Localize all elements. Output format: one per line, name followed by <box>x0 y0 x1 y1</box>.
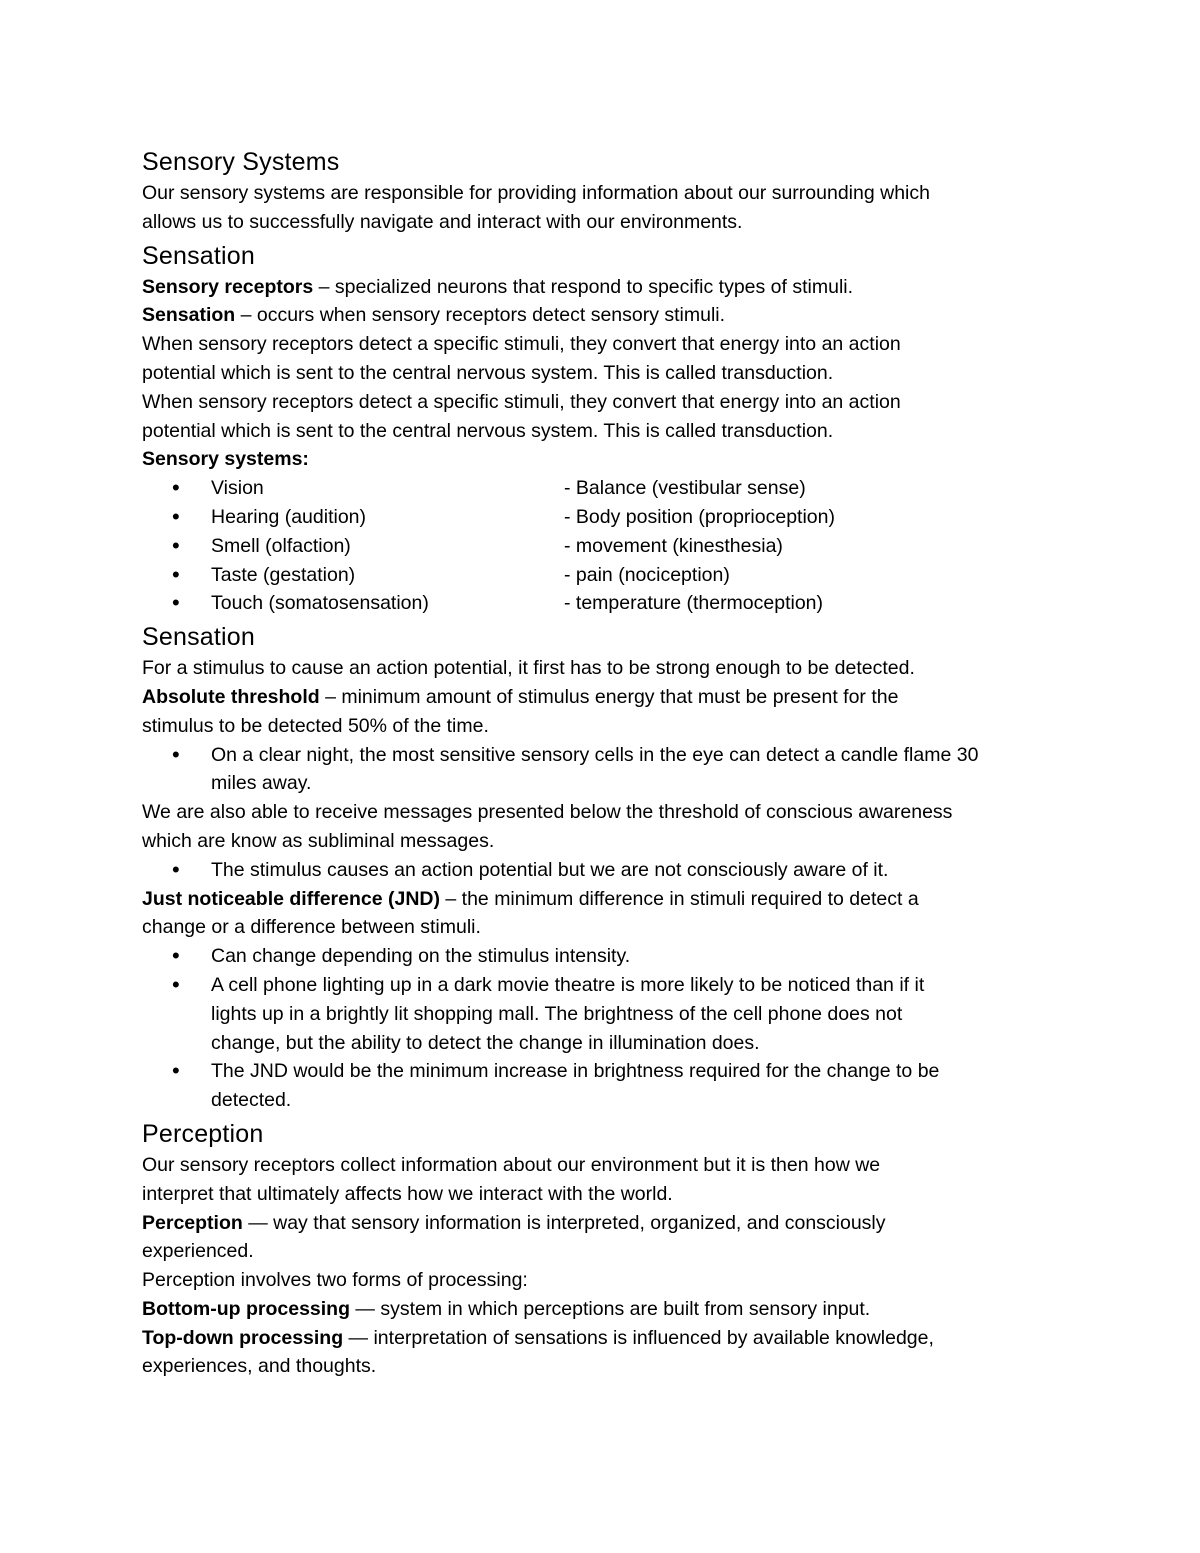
bullet-line: A cell phone lighting up in a dark movie theatre is more likely to be noticed than if it <box>211 973 925 996</box>
list-item <box>142 741 1082 799</box>
list-item <box>142 971 1082 1057</box>
transduction-line-1b: potential which is sent to the central nervous system. This is called transduction. <box>142 361 834 384</box>
definition-top-down <box>142 1324 1082 1353</box>
intro-line-2: allows us to successfully navigate and interact with our environments. <box>142 210 743 233</box>
term-bottom-up: Bottom-up processing <box>142 1297 350 1320</box>
intro-line-1: Our sensory systems are responsible for providing information about our surrounding which <box>142 182 930 204</box>
definition-absolute-threshold-cont: stimulus to be detected 50% of the time. <box>142 714 489 737</box>
def-sensation: – occurs when sensory receptors detect sensory stimuli. <box>235 304 726 327</box>
term-sensation: Sensation <box>142 304 236 327</box>
system-left: • Taste (gestation) <box>211 563 356 586</box>
perception-intro-1: Our sensory receptors collect information about our environment but it is then how we <box>142 1153 881 1176</box>
list-item <box>142 589 1082 618</box>
bullet-line: detected. <box>211 1089 292 1112</box>
system-left: • Touch (somatosensation) <box>211 592 429 615</box>
bullet-line: lights up in a brightly lit shopping mall. The brightness of the cell phone does not <box>211 1002 903 1025</box>
heading-sensation-1: Sensation <box>142 241 255 270</box>
definition-jnd-cont: change or a difference between stimuli. <box>142 916 481 939</box>
sensory-systems-label-text: Sensory systems: <box>142 448 309 471</box>
definition-absolute-threshold <box>142 683 1082 712</box>
term-absolute-threshold: Absolute threshold <box>142 685 320 708</box>
list-item <box>142 474 1082 503</box>
heading-sensation-2: Sensation <box>142 623 255 652</box>
def-top-down: — interpretation of sensations is influenced by available knowledge, <box>343 1326 934 1349</box>
system-right: - Balance (vestibular sense) <box>564 477 806 500</box>
absolute-threshold-bullets <box>142 741 1082 799</box>
term-perception: Perception <box>142 1211 243 1234</box>
system-left: • Hearing (audition) <box>211 505 367 528</box>
definition-top-down-cont: experiences, and thoughts. <box>142 1355 377 1378</box>
term-jnd: Just noticeable difference (JND) <box>142 887 440 910</box>
system-right: - pain (nociception) <box>564 563 730 586</box>
threshold-intro: For a stimulus to cause an action potential, it first has to be strong enough to be detected. <box>142 657 915 680</box>
system-left: • Smell (olfaction) <box>211 534 351 557</box>
list-item: • The stimulus causes an action potential but we are not consciously aware of it. <box>142 856 1082 885</box>
jnd-bullets <box>142 942 1082 1115</box>
transduction-line-2a: When sensory receptors detect a specific stimuli, they convert that energy into an action <box>142 390 901 413</box>
definition-sensory-receptors <box>142 273 1082 302</box>
processing-forms: Perception involves two forms of processing: <box>142 1269 528 1292</box>
def-sensory-receptors: – specialized neurons that respond to specific types of stimuli. <box>313 275 854 298</box>
bullet-line: The JND would be the minimum increase in brightness required for the change to be <box>211 1060 940 1083</box>
system-right: - movement (kinesthesia) <box>564 534 783 557</box>
document-page <box>142 145 1082 1381</box>
system-right: - temperature (thermoception) <box>564 592 824 615</box>
term-sensory-receptors: Sensory receptors <box>142 275 314 298</box>
definition-perception <box>142 1209 1082 1238</box>
definition-sensation <box>142 301 1082 330</box>
def-jnd: – the minimum difference in stimuli required to detect a <box>439 887 919 910</box>
subliminal-line-1: We are also able to receive messages presented below the threshold of conscious awareness <box>142 801 953 824</box>
definition-perception-cont: experienced. <box>142 1240 254 1263</box>
list-item <box>142 561 1082 590</box>
perception-intro-2: interpret that ultimately affects how we interact with the world. <box>142 1182 673 1205</box>
heading-perception: Perception <box>142 1119 264 1148</box>
def-bottom-up: — system in which perceptions are built from sensory input. <box>350 1297 871 1320</box>
definition-jnd <box>142 885 1082 914</box>
list-item <box>142 503 1082 532</box>
list-item <box>142 532 1082 561</box>
bullet-line: change, but the ability to detect the change in illumination does. <box>211 1031 760 1054</box>
transduction-line-1a: When sensory receptors detect a specific stimuli, they convert that energy into an action <box>142 333 901 356</box>
bullet-line: miles away. <box>211 772 312 795</box>
system-right: - Body position (proprioception) <box>564 505 835 528</box>
heading-sensory-systems: Sensory Systems <box>142 148 340 176</box>
definition-bottom-up <box>142 1295 1082 1324</box>
term-top-down: Top-down processing <box>142 1326 344 1349</box>
sensory-systems-list <box>142 474 1082 618</box>
bullet-line: On a clear night, the most sensitive sensory cells in the eye can detect a candle flame 30 <box>211 743 979 766</box>
system-left: • Vision <box>211 477 264 500</box>
list-item: • Can change depending on the stimulus intensity. <box>142 942 1082 971</box>
list-item <box>142 1057 1082 1115</box>
transduction-line-2b: potential which is sent to the central nervous system. This is called transduction. <box>142 419 834 442</box>
def-perception: — way that sensory information is interpreted, organized, and consciously <box>242 1211 886 1234</box>
sensory-systems-label <box>142 445 1082 474</box>
subliminal-bullets <box>142 856 1082 885</box>
def-absolute-threshold: – minimum amount of stimulus energy that must be present for the <box>319 685 899 708</box>
subliminal-line-2: which are know as subliminal messages. <box>142 829 495 852</box>
